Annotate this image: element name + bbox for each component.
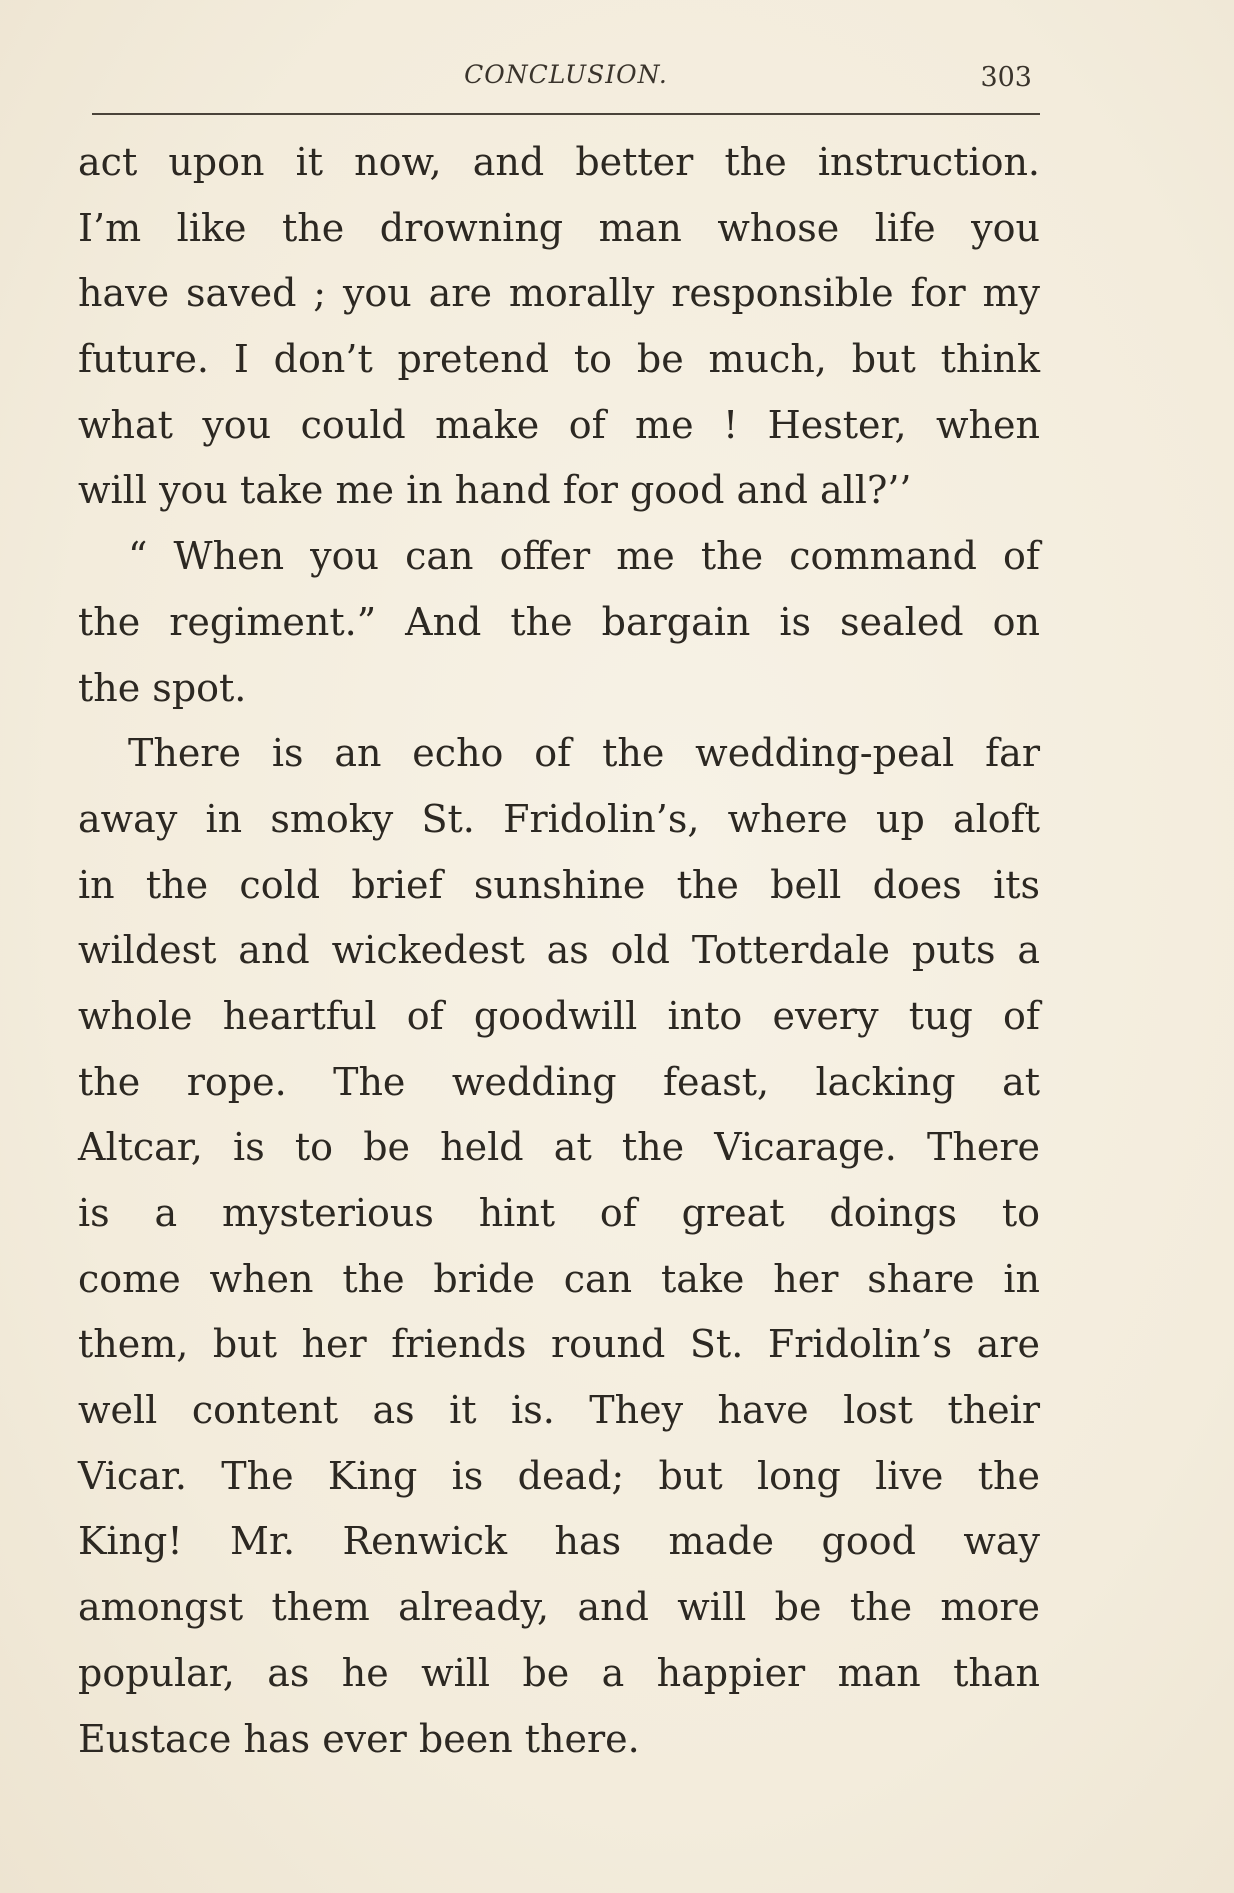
text-line: King! Mr. Renwick has made good way xyxy=(78,1519,1040,1564)
text-line: wildest and wickedest as old Totterdale puts a xyxy=(78,928,1040,973)
text-line: amongst them already, and will be the more xyxy=(78,1585,1040,1630)
text-line: I’m like the drowning man whose life you xyxy=(78,205,1040,250)
header-rule xyxy=(92,113,1040,115)
text-line: the rope. The wedding feast, lacking at xyxy=(78,1059,1040,1104)
text-line: will you take me in hand for good and all?’’ xyxy=(78,468,912,513)
text-line: in the cold brief sunshine the bell does its xyxy=(78,862,1040,907)
text-line: the regiment.” And the bargain is sealed on xyxy=(78,599,1040,644)
running-head xyxy=(92,54,1040,106)
text-line: Eustace has ever been there. xyxy=(78,1716,640,1761)
text-line: future. I don’t pretend to be much, but think xyxy=(78,337,1040,382)
text-line: Vicar. The King is dead; but long live the xyxy=(78,1453,1040,1498)
text-line: is a mysterious hint of great doings to xyxy=(78,1191,1040,1235)
chapter-title: CONCLUSION. xyxy=(464,60,668,89)
text-line: Altcar, is to be held at the Vicarage. There xyxy=(78,1125,1040,1170)
text-line: There is an echo of the wedding-peal far xyxy=(128,731,1040,776)
text-line: what you could make of me ! Hester, when xyxy=(78,402,1040,447)
text-line: away in smoky St. Fridolin’s, where up aloft xyxy=(78,796,1040,841)
page-number: 303 xyxy=(980,62,1032,93)
text-line: whole heartful of goodwill into every tug of xyxy=(78,993,1040,1038)
text-line: “ When you can offer me the command of xyxy=(128,534,1040,579)
text-line: act upon it now, and better the instruction. xyxy=(78,140,1040,184)
text-line: them, but her friends round St. Fridolin’s are xyxy=(78,1322,1040,1367)
text-line: come when the bride can take her share in xyxy=(78,1256,1040,1301)
text-line: popular, as he will be a happier man than xyxy=(78,1650,1040,1695)
text-line: the spot. xyxy=(78,665,247,710)
body-text xyxy=(78,130,1040,1772)
text-line: have saved ; you are morally responsible for my xyxy=(78,271,1040,316)
text-line: well content as it is. They have lost their xyxy=(78,1388,1040,1433)
